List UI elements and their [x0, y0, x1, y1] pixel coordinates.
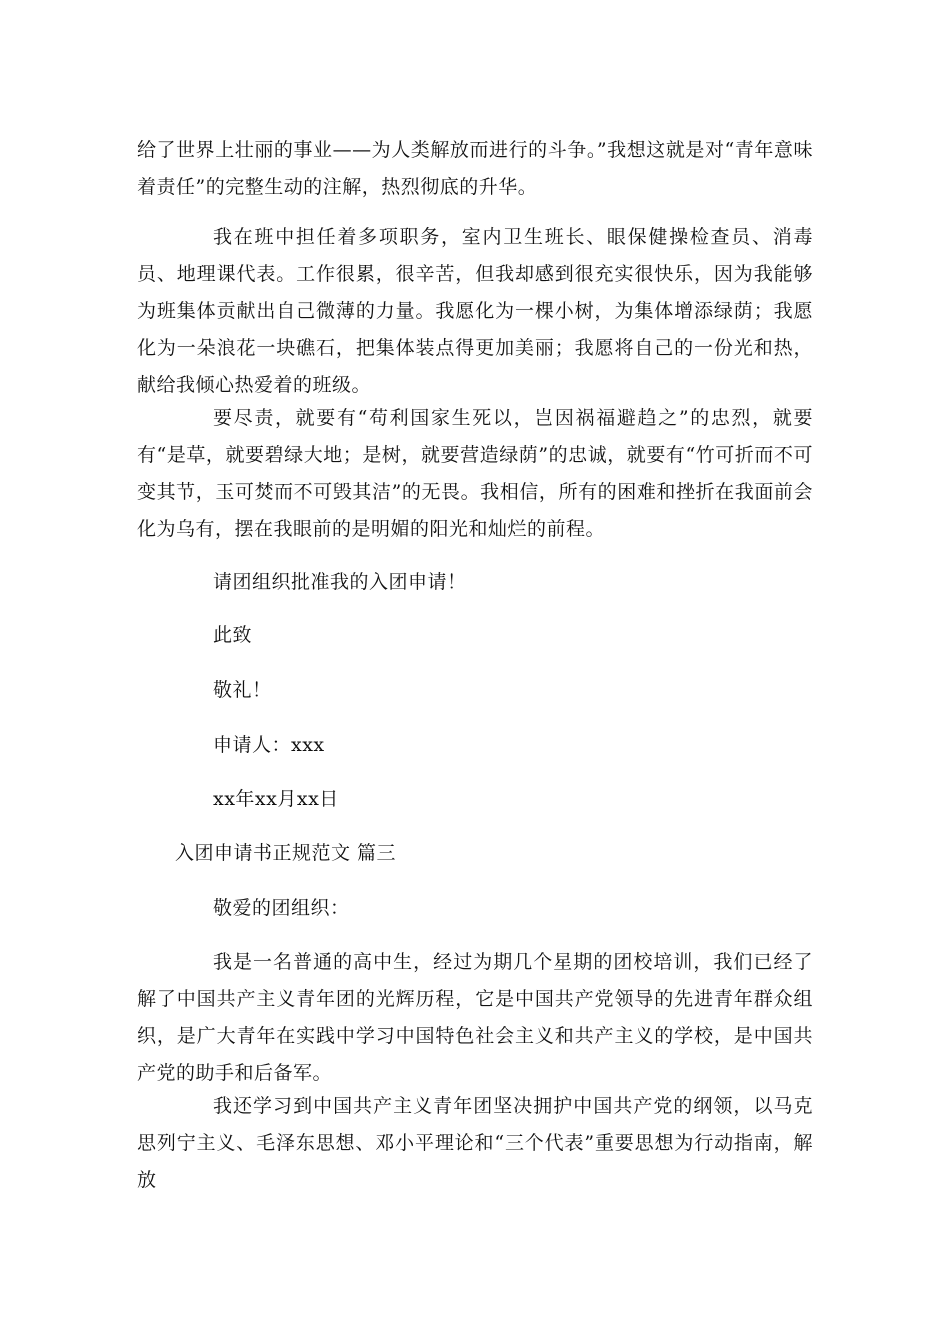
body-paragraph: 我是一名普通的高中生，经过为期几个星期的团校培训，我们已经了解了中国共产主义青年团的光辉历程，它是中国共产党领导的先进青年群众组织，是广大青年在实践中学习中国特色社会主义和共产主义的学校，是中国共产党的助手和后备军。: [137, 951, 813, 1084]
body-paragraph: 我还学习到中国共产主义青年团坚决拥护中国共产党的纲领，以马克思列宁主义、毛泽东思想、邓小平理论和“三个代表”重要思想为行动指南，解放: [137, 1095, 813, 1191]
salutation: 敬爱的团组织：: [213, 897, 350, 919]
closing-salute: 敬礼！: [213, 679, 272, 701]
request-line: 请团组织批准我的入团申请！: [213, 571, 467, 593]
body-paragraph: 我在班中担任着多项职务，室内卫生班长、眼保健操检查员、消毒员、地理课代表。工作很累，很辛苦，但我却感到很充实很快乐，因为我能够为班集体贡献出自己微薄的力量。我愿化为一棵小树，为集体增添绿荫；我愿化为一朵浪花一块礁石，把集体装点得更加美丽；我愿将自己的一份光和热，献给我倾心热爱着的班级。: [137, 226, 813, 396]
closing-line: 此致: [213, 624, 253, 646]
date-line: xx年xx月xx日: [213, 788, 339, 810]
section-heading: 入团申请书正规范文 篇三: [175, 842, 397, 864]
body-paragraph: 要尽责，就要有“苟利国家生死以，岂因祸福避趋之”的忠烈，就要有“是草，就要碧绿大地；是树，就要营造绿荫”的忠诚，就要有“竹可折而不可变其节，玉可焚而不可毁其洁”的无畏。我相信，所有的困难和挫折在我面前会化为乌有，摆在我眼前的是明媚的阳光和灿烂的前程。: [137, 407, 813, 540]
applicant-line: 申请人：xxx: [213, 734, 325, 756]
body-paragraph: 给了世界上壮丽的事业——为人类解放而进行的斗争。”我想这就是对“青年意味着责任”的完整生动的注解，热烈彻底的升华。: [137, 139, 813, 198]
